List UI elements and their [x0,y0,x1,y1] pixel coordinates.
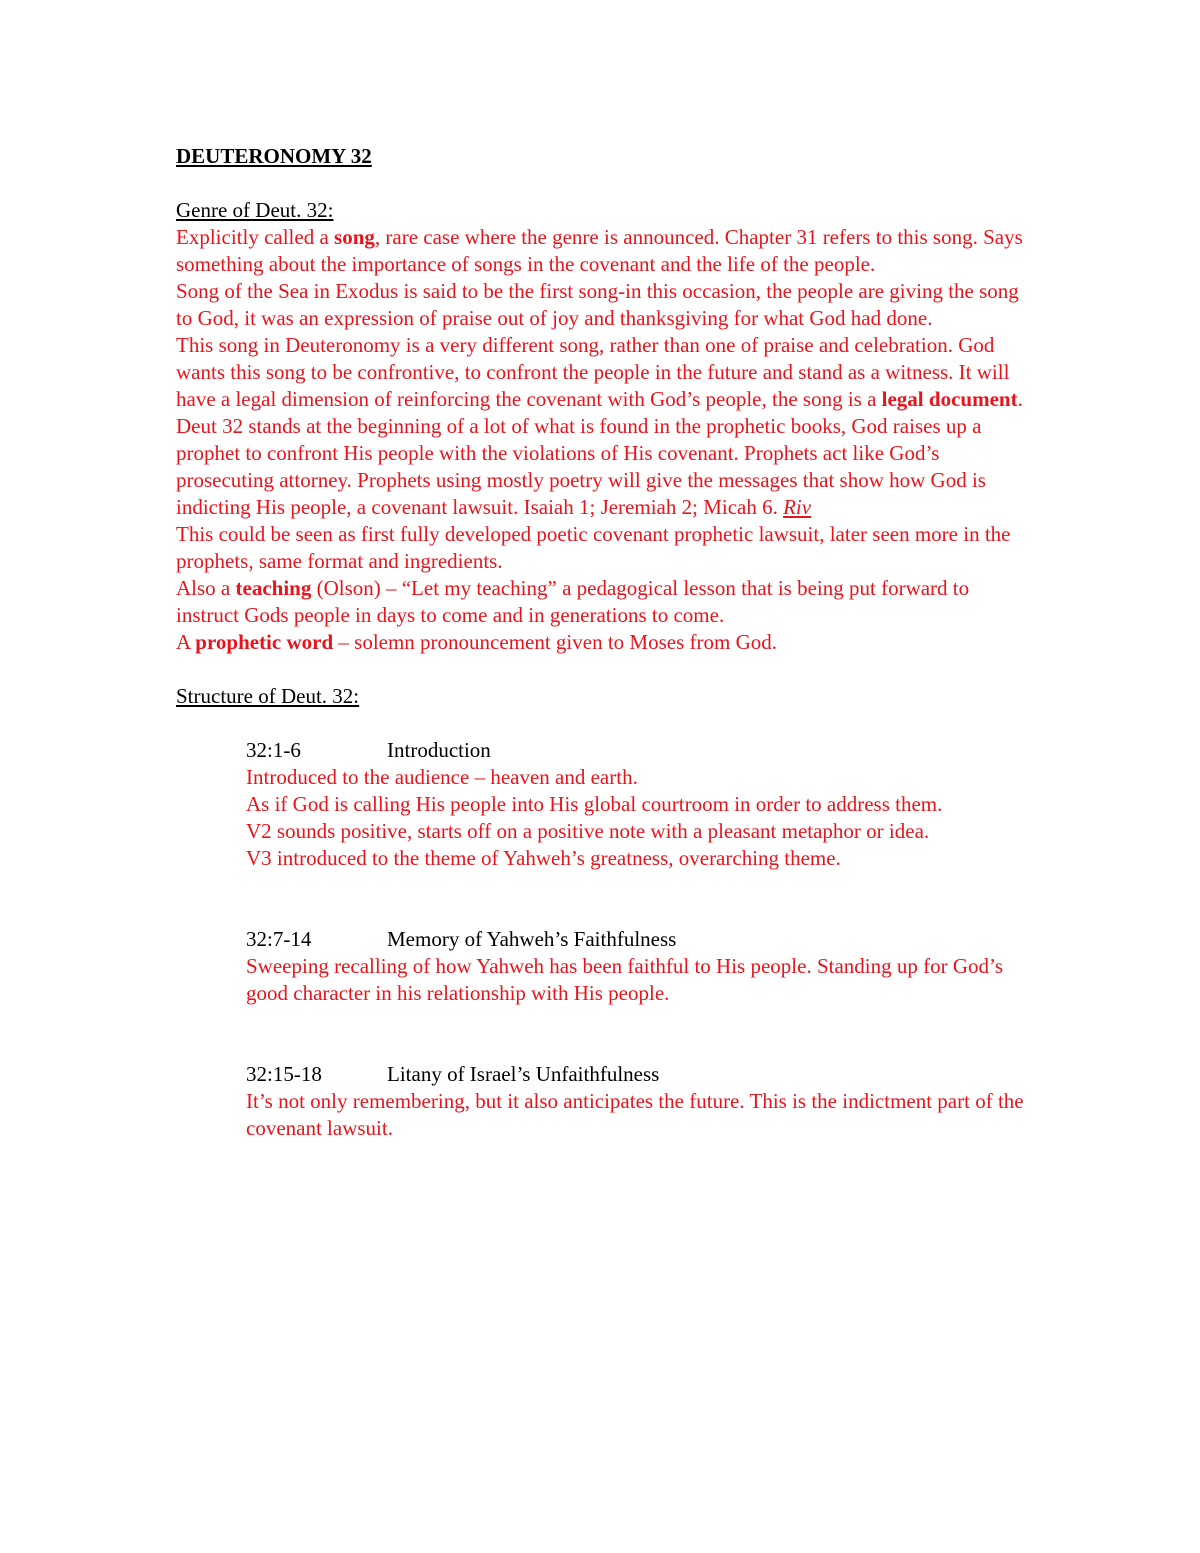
keyword-teaching: teaching [235,576,312,600]
genre-paragraph-6 [176,575,1036,629]
text-run: , rare case where the genre is announced. Chapter 31 refers to this song. Says something about the importance of songs in the covenant and the life of the people. [176,225,1023,276]
genre-paragraph-4 [176,413,1036,521]
keyword-riv: Riv [783,495,812,519]
document-title: DEUTERONOMY 32 [176,144,372,168]
genre-paragraph-7 [176,629,1036,656]
text-run: A [176,630,196,654]
genre-paragraph-2: Song of the Sea in Exodus is said to be the first song-in this occasion, the people are giving the song to God, it was an expression of praise out of joy and thanksgiving for what God had done. [176,279,1019,330]
section-note: V2 sounds positive, starts off on a positive note with a pleasant metaphor or idea. [246,819,930,843]
keyword-legal-document: legal document [881,387,1018,411]
text-run: This song in Deuteronomy is a very different song, rather than one of praise and celebration. God wants this song to be confrontive, to confront the people in the future and stand as a witness. It will have a legal dimension of reinforcing the covenant with God’s people, the song is a [176,333,1010,411]
section-note: V3 introduced to the theme of Yahweh’s greatness, overarching theme. [246,846,841,870]
structure-heading: Structure of Deut. 32: [176,684,360,708]
section-heading [246,737,1036,764]
section-note: Introduced to the audience – heaven and earth. [246,765,638,789]
text-run: Also a [176,576,236,600]
section-name: Memory of Yahweh’s Faithfulness [387,927,677,951]
keyword-song: song [334,225,375,249]
structure-section-3 [176,1061,1036,1142]
genre-paragraph-3 [176,332,1036,413]
keyword-prophetic-word: prophetic word [195,630,334,654]
section-reference: 32:1-6 [246,738,301,762]
section-note: Sweeping recalling of how Yahweh has been faithful to His people. Standing up for God’s good character in his relationship with His people. [246,954,1004,1005]
genre-paragraph-5: This could be seen as first fully developed poetic covenant prophetic lawsuit, later seen more in the prophets, same format and ingredients. [176,522,1011,573]
section-name: Litany of Israel’s Unfaithfulness [387,1062,660,1086]
text-run: – solemn pronouncement given to Moses from God. [333,630,777,654]
section-reference: 32:15-18 [246,1062,322,1086]
structure-section-2 [176,926,1036,1007]
section-heading [246,926,1036,953]
text-run: (Olson) – “Let my teaching” a pedagogical lesson that is being put forward to instruct Gods people in days to come and in generations to come. [176,576,970,627]
text-run: Explicitly called a [176,225,335,249]
section-name: Introduction [387,738,491,762]
section-heading [246,1061,1036,1088]
structure-section-1 [176,737,1036,872]
genre-paragraph-1 [176,224,1036,278]
text-run: . [1017,387,1023,411]
genre-heading: Genre of Deut. 32: [176,198,334,222]
section-reference: 32:7-14 [246,927,312,951]
section-note: As if God is calling His people into His global courtroom in order to address them. [246,792,943,816]
text-run: Deut 32 stands at the beginning of a lot of what is found in the prophetic books, God raises up a prophet to confront His people with the violations of His covenant. Prophets act like God’s prosecuting attorney. Prophets using mostly poetry will give the messages that show how God is indicting His people, a covenant lawsuit. Isaiah 1; Jeremiah 2; Micah 6. [176,414,986,519]
document-body [176,143,1036,1142]
section-note: It’s not only remembering, but it also anticipates the future. This is the indictment part of the covenant lawsuit. [246,1089,1024,1140]
